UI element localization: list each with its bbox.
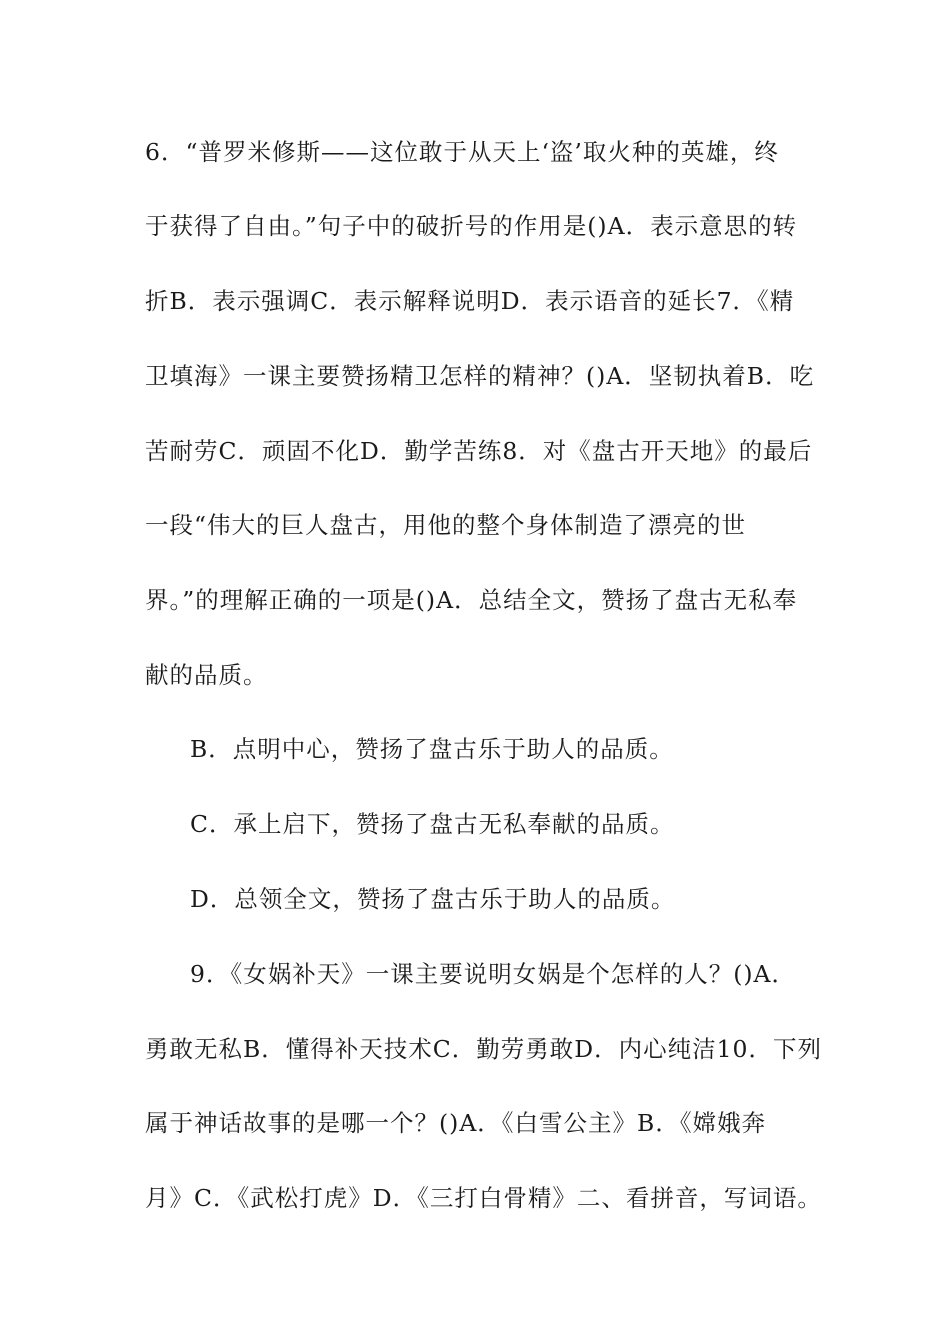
option-b-line: B．点明中心，赞扬了盘古乐于助人的品质。 bbox=[190, 735, 674, 763]
option-d-line: D．总领全文，赞扬了盘古乐于助人的品质。 bbox=[190, 885, 676, 913]
text-line-8: 献的品质。 bbox=[145, 661, 268, 689]
text-line-14: 属于神话故事的是哪一个？()A．《白雪公主》B．《嫦娥奔 bbox=[145, 1109, 767, 1137]
text-line-13: 勇敢无私B．懂得补天技术C．勤劳勇敢D．内心纯洁10．下列 bbox=[145, 1035, 822, 1063]
text-line-5: 苦耐劳C．顽固不化D．勤学苦练8．对《盘古开天地》的最后 bbox=[145, 437, 813, 465]
text-line-2: 于获得了自由。”句子中的破折号的作用是()A．表示意思的转 bbox=[145, 212, 798, 240]
option-c-line: C．承上启下，赞扬了盘古无私奉献的品质。 bbox=[190, 810, 675, 838]
text-line-15: 月》C．《武松打虎》D．《三打白骨精》二、看拼音，写词语。 bbox=[145, 1184, 822, 1212]
text-line-6: 一段“伟大的巨人盘古，用他的整个身体制造了漂亮的世 bbox=[145, 511, 747, 539]
text-line-3: 折B．表示强调C．表示解释说明D．表示语音的延长7．《精 bbox=[145, 287, 795, 315]
text-line-1: 6．“普罗米修斯——这位敢于从天上‘盗’取火种的英雄，终 bbox=[145, 138, 779, 166]
text-line-4: 卫填海》一课主要赞扬精卫怎样的精神？()A．坚韧执着B．吃 bbox=[145, 362, 815, 390]
text-line-7: 界。”的理解正确的一项是()A．总结全文，赞扬了盘古无私奉 bbox=[145, 586, 798, 614]
question-9-line: 9．《女娲补天》一课主要说明女娲是个怎样的人？()A． bbox=[190, 960, 797, 988]
